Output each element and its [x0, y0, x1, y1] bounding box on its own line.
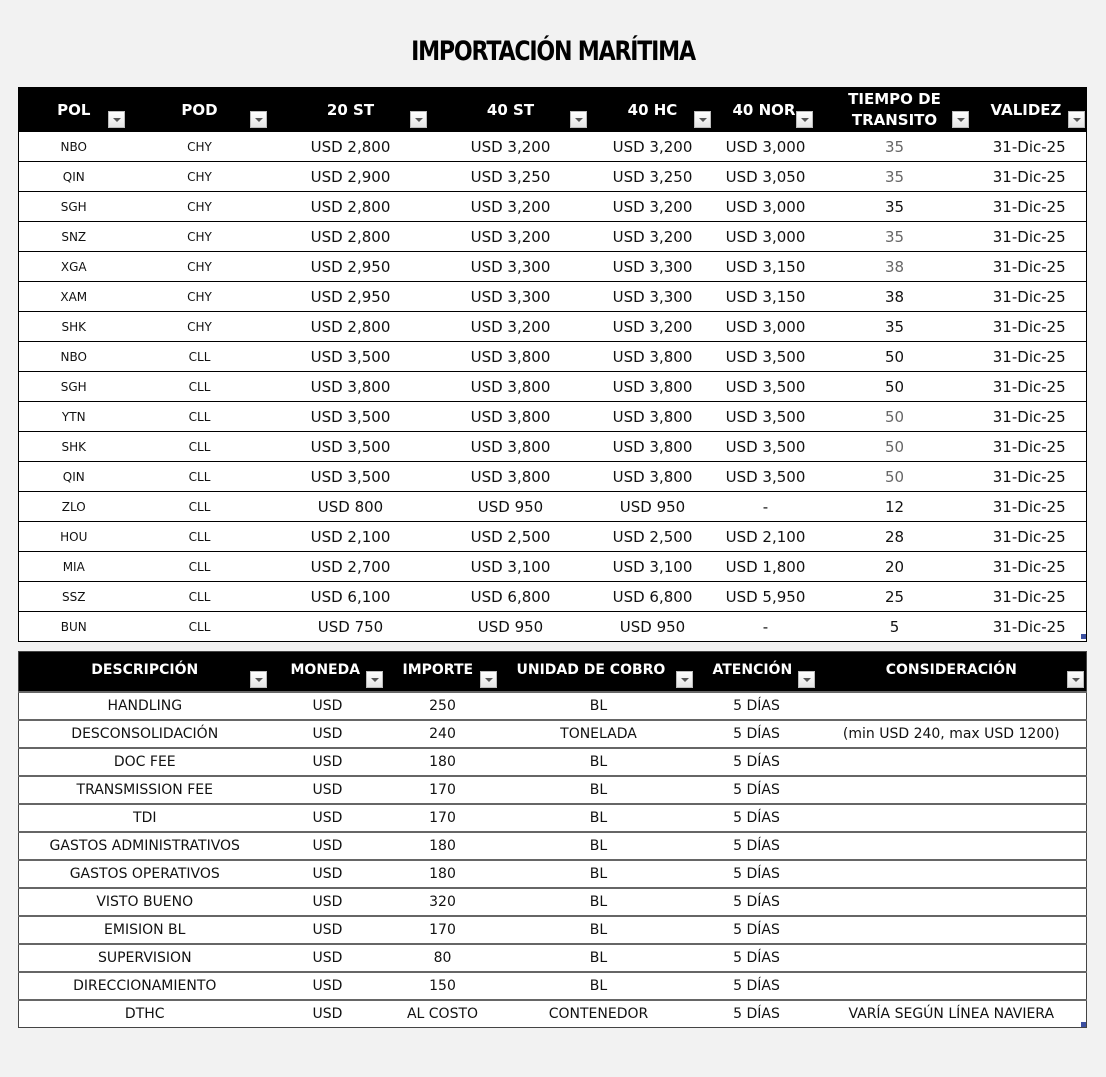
column-header-billing-unit[interactable]: [501, 652, 697, 692]
pol-cell[interactable]: MIA: [19, 552, 129, 582]
chevron-down-icon[interactable]: [676, 671, 693, 688]
table-row: [19, 720, 1087, 748]
pol-cell[interactable]: QIN: [19, 162, 129, 192]
transit-time-cell[interactable]: 50: [817, 462, 973, 492]
description-cell[interactable]: DOC FEE: [19, 748, 271, 776]
validity-cell[interactable]: 31-Dic-25: [973, 582, 1087, 612]
page-title: IMPORTACIÓN MARÍTIMA: [411, 36, 695, 67]
rate-40st-cell[interactable]: USD 3,200: [431, 132, 591, 162]
pod-cell[interactable]: CLL: [129, 432, 271, 462]
pod-cell[interactable]: CHY: [129, 282, 271, 312]
validity-cell[interactable]: 31-Dic-25: [973, 462, 1087, 492]
rate-40st-cell[interactable]: USD 3,250: [431, 162, 591, 192]
rate-40hc-cell[interactable]: USD 3,100: [591, 552, 715, 582]
validity-cell[interactable]: 31-Dic-25: [973, 252, 1087, 282]
table-row: [19, 776, 1087, 804]
attention-cell[interactable]: 5 DÍAS: [697, 692, 817, 720]
transit-time-cell[interactable]: 50: [817, 432, 973, 462]
amount-cell[interactable]: 80: [385, 944, 501, 972]
rate-20st-cell[interactable]: USD 3,800: [271, 372, 431, 402]
local-charges-table: [18, 651, 1087, 1028]
attention-cell[interactable]: 5 DÍAS: [697, 832, 817, 860]
rate-40nor-cell[interactable]: USD 3,050: [715, 162, 817, 192]
header-label-line2: TRANSITO: [851, 110, 938, 129]
attention-cell[interactable]: 5 DÍAS: [697, 720, 817, 748]
consideration-cell[interactable]: [817, 916, 1087, 944]
pod-cell[interactable]: CLL: [129, 342, 271, 372]
pod-cell[interactable]: CHY: [129, 252, 271, 282]
rate-40hc-cell[interactable]: USD 3,800: [591, 402, 715, 432]
rate-40st-cell[interactable]: USD 3,800: [431, 342, 591, 372]
column-header-40nor[interactable]: [715, 88, 817, 132]
consideration-cell[interactable]: [817, 776, 1087, 804]
column-header-consideration[interactable]: [817, 652, 1087, 692]
validity-cell[interactable]: 31-Dic-25: [973, 132, 1087, 162]
billing-unit-cell[interactable]: BL: [501, 916, 697, 944]
pod-cell[interactable]: CLL: [129, 462, 271, 492]
amount-cell[interactable]: AL COSTO: [385, 1000, 501, 1028]
rate-40nor-cell[interactable]: USD 3,150: [715, 282, 817, 312]
pod-cell[interactable]: CLL: [129, 582, 271, 612]
table-row: [19, 342, 1087, 372]
validity-cell[interactable]: 31-Dic-25: [973, 612, 1087, 642]
table-row: [19, 972, 1087, 1000]
attention-cell[interactable]: 5 DÍAS: [697, 944, 817, 972]
rate-40st-cell[interactable]: USD 6,800: [431, 582, 591, 612]
rate-40st-cell[interactable]: USD 3,300: [431, 282, 591, 312]
pod-cell[interactable]: CHY: [129, 312, 271, 342]
table-row: [19, 132, 1087, 162]
pol-cell[interactable]: BUN: [19, 612, 129, 642]
pol-cell[interactable]: SHK: [19, 312, 129, 342]
rate-40nor-cell[interactable]: USD 1,800: [715, 552, 817, 582]
pod-cell[interactable]: CLL: [129, 612, 271, 642]
pol-cell[interactable]: XGA: [19, 252, 129, 282]
header-label: ATENCIÓN: [712, 662, 793, 678]
table-row: [19, 944, 1087, 972]
table-header-row: [19, 88, 1087, 132]
resize-handle-icon[interactable]: [1081, 634, 1086, 639]
transit-time-cell[interactable]: 50: [817, 372, 973, 402]
pol-cell[interactable]: QIN: [19, 462, 129, 492]
rate-40hc-cell[interactable]: USD 3,200: [591, 132, 715, 162]
pod-cell[interactable]: CLL: [129, 372, 271, 402]
transit-time-cell[interactable]: 50: [817, 342, 973, 372]
table-row: [19, 402, 1087, 432]
consideration-cell[interactable]: [817, 832, 1087, 860]
currency-cell[interactable]: USD: [271, 888, 385, 916]
rate-20st-cell[interactable]: USD 2,100: [271, 522, 431, 552]
transit-time-cell[interactable]: 5: [817, 612, 973, 642]
rate-40nor-cell[interactable]: USD 3,000: [715, 132, 817, 162]
table-row: [19, 582, 1087, 612]
rate-40st-cell[interactable]: USD 3,300: [431, 252, 591, 282]
rate-40nor-cell[interactable]: -: [715, 492, 817, 522]
attention-cell[interactable]: 5 DÍAS: [697, 916, 817, 944]
currency-cell[interactable]: USD: [271, 944, 385, 972]
rate-40st-cell[interactable]: USD 3,800: [431, 372, 591, 402]
validity-cell[interactable]: 31-Dic-25: [973, 162, 1087, 192]
rate-20st-cell[interactable]: USD 2,800: [271, 222, 431, 252]
billing-unit-cell[interactable]: BL: [501, 972, 697, 1000]
pol-cell[interactable]: HOU: [19, 522, 129, 552]
rate-40nor-cell[interactable]: USD 3,500: [715, 342, 817, 372]
transit-time-cell[interactable]: 38: [817, 252, 973, 282]
rate-40hc-cell[interactable]: USD 3,800: [591, 432, 715, 462]
header-label: DESCRIPCIÓN: [91, 662, 199, 678]
description-cell[interactable]: TRANSMISSION FEE: [19, 776, 271, 804]
transit-time-cell[interactable]: 38: [817, 282, 973, 312]
table-row: [19, 282, 1087, 312]
description-cell[interactable]: TDI: [19, 804, 271, 832]
table-row: [19, 692, 1087, 720]
attention-cell[interactable]: 5 DÍAS: [697, 804, 817, 832]
header-label: IMPORTE: [402, 662, 474, 678]
pol-cell[interactable]: XAM: [19, 282, 129, 312]
rate-40st-cell[interactable]: USD 3,800: [431, 402, 591, 432]
pol-cell[interactable]: SGH: [19, 192, 129, 222]
rate-40hc-cell[interactable]: USD 3,200: [591, 222, 715, 252]
currency-cell[interactable]: USD: [271, 692, 385, 720]
rate-40nor-cell[interactable]: -: [715, 612, 817, 642]
header-label: VALIDEZ: [990, 100, 1062, 119]
pol-cell[interactable]: NBO: [19, 132, 129, 162]
table-row: [19, 888, 1087, 916]
chevron-down-icon[interactable]: [410, 111, 427, 128]
currency-cell[interactable]: USD: [271, 804, 385, 832]
rate-20st-cell[interactable]: USD 3,500: [271, 432, 431, 462]
header-label: POL: [57, 100, 91, 119]
rate-40hc-cell[interactable]: USD 6,800: [591, 582, 715, 612]
consideration-cell[interactable]: [817, 804, 1087, 832]
attention-cell[interactable]: 5 DÍAS: [697, 1000, 817, 1028]
table-row: [19, 252, 1087, 282]
rate-40st-cell[interactable]: USD 950: [431, 492, 591, 522]
table-row: [19, 162, 1087, 192]
currency-cell[interactable]: USD: [271, 860, 385, 888]
table-row: [19, 312, 1087, 342]
pod-cell[interactable]: CHY: [129, 162, 271, 192]
transit-time-cell[interactable]: 35: [817, 162, 973, 192]
resize-handle-icon[interactable]: [1081, 1022, 1086, 1027]
rate-20st-cell[interactable]: USD 2,900: [271, 162, 431, 192]
billing-unit-cell[interactable]: BL: [501, 692, 697, 720]
column-header-transit-time[interactable]: [817, 88, 973, 132]
header-label: CONSIDERACIÓN: [885, 662, 1017, 678]
pol-cell[interactable]: SSZ: [19, 582, 129, 612]
description-cell[interactable]: DIRECCIONAMIENTO: [19, 972, 271, 1000]
column-header-pod[interactable]: [129, 88, 271, 132]
header-label-line1: TIEMPO DE: [848, 89, 941, 108]
chevron-down-icon[interactable]: [952, 111, 969, 128]
description-cell[interactable]: VISTO BUENO: [19, 888, 271, 916]
header-label: 40 HC: [627, 100, 678, 119]
column-header-amount[interactable]: [385, 652, 501, 692]
attention-cell[interactable]: 5 DÍAS: [697, 860, 817, 888]
rate-40nor-cell[interactable]: USD 3,000: [715, 312, 817, 342]
amount-cell[interactable]: 180: [385, 860, 501, 888]
rate-20st-cell[interactable]: USD 2,950: [271, 252, 431, 282]
description-cell[interactable]: GASTOS OPERATIVOS: [19, 860, 271, 888]
rate-20st-cell[interactable]: USD 2,800: [271, 312, 431, 342]
attention-cell[interactable]: 5 DÍAS: [697, 748, 817, 776]
chevron-down-icon[interactable]: [250, 671, 267, 688]
table-row: [19, 916, 1087, 944]
header-label: 20 ST: [326, 100, 375, 119]
amount-cell[interactable]: 240: [385, 720, 501, 748]
amount-cell[interactable]: 180: [385, 832, 501, 860]
chevron-down-icon[interactable]: [1068, 111, 1085, 128]
column-header-20st[interactable]: [271, 88, 431, 132]
table-row: [19, 192, 1087, 222]
freight-rates-table: [18, 87, 1087, 642]
pod-cell[interactable]: CLL: [129, 402, 271, 432]
rate-40hc-cell[interactable]: USD 3,300: [591, 282, 715, 312]
validity-cell[interactable]: 31-Dic-25: [973, 492, 1087, 522]
rate-40nor-cell[interactable]: USD 2,100: [715, 522, 817, 552]
validity-cell[interactable]: 31-Dic-25: [973, 522, 1087, 552]
pod-cell[interactable]: CLL: [129, 522, 271, 552]
description-cell[interactable]: GASTOS ADMINISTRATIVOS: [19, 832, 271, 860]
billing-unit-cell[interactable]: CONTENEDOR: [501, 1000, 697, 1028]
validity-cell[interactable]: 31-Dic-25: [973, 282, 1087, 312]
rate-40nor-cell[interactable]: USD 3,150: [715, 252, 817, 282]
rate-40hc-cell[interactable]: USD 950: [591, 492, 715, 522]
rate-20st-cell[interactable]: USD 2,950: [271, 282, 431, 312]
chevron-down-icon[interactable]: [570, 111, 587, 128]
validity-cell[interactable]: 31-Dic-25: [973, 432, 1087, 462]
transit-time-cell[interactable]: 28: [817, 522, 973, 552]
description-cell[interactable]: HANDLING: [19, 692, 271, 720]
chevron-down-icon[interactable]: [694, 111, 711, 128]
rate-40st-cell[interactable]: USD 3,800: [431, 432, 591, 462]
rate-20st-cell[interactable]: USD 3,500: [271, 342, 431, 372]
consideration-cell[interactable]: [817, 860, 1087, 888]
pod-cell[interactable]: CHY: [129, 222, 271, 252]
column-header-pol[interactable]: [19, 88, 129, 132]
attention-cell[interactable]: 5 DÍAS: [697, 972, 817, 1000]
chevron-down-icon[interactable]: [798, 671, 815, 688]
rate-40hc-cell[interactable]: USD 3,200: [591, 312, 715, 342]
currency-cell[interactable]: USD: [271, 832, 385, 860]
billing-unit-cell[interactable]: BL: [501, 860, 697, 888]
validity-cell[interactable]: 31-Dic-25: [973, 342, 1087, 372]
table-row: [19, 522, 1087, 552]
table-row: [19, 372, 1087, 402]
rate-40st-cell[interactable]: USD 3,100: [431, 552, 591, 582]
table-row: [19, 748, 1087, 776]
rate-20st-cell[interactable]: USD 3,500: [271, 402, 431, 432]
chevron-down-icon[interactable]: [250, 111, 267, 128]
transit-time-cell[interactable]: 35: [817, 312, 973, 342]
billing-unit-cell[interactable]: BL: [501, 944, 697, 972]
chevron-down-icon[interactable]: [366, 671, 383, 688]
pod-cell[interactable]: CLL: [129, 552, 271, 582]
table-row: [19, 492, 1087, 522]
billing-unit-cell[interactable]: BL: [501, 748, 697, 776]
pol-cell[interactable]: SHK: [19, 432, 129, 462]
transit-time-cell[interactable]: 35: [817, 132, 973, 162]
amount-cell[interactable]: 170: [385, 776, 501, 804]
header-label: POD: [181, 100, 218, 119]
rate-40st-cell[interactable]: USD 3,200: [431, 222, 591, 252]
table-row: [19, 552, 1087, 582]
pod-cell[interactable]: CHY: [129, 192, 271, 222]
validity-cell[interactable]: 31-Dic-25: [973, 372, 1087, 402]
validity-cell[interactable]: 31-Dic-25: [973, 312, 1087, 342]
rate-40st-cell[interactable]: USD 3,200: [431, 192, 591, 222]
rate-20st-cell[interactable]: USD 6,100: [271, 582, 431, 612]
rate-20st-cell[interactable]: USD 3,500: [271, 462, 431, 492]
rate-20st-cell[interactable]: USD 2,800: [271, 192, 431, 222]
amount-cell[interactable]: 250: [385, 692, 501, 720]
currency-cell[interactable]: USD: [271, 748, 385, 776]
chevron-down-icon[interactable]: [1067, 671, 1084, 688]
rate-40nor-cell[interactable]: USD 3,500: [715, 372, 817, 402]
currency-cell[interactable]: USD: [271, 720, 385, 748]
validity-cell[interactable]: 31-Dic-25: [973, 402, 1087, 432]
transit-time-cell[interactable]: 35: [817, 222, 973, 252]
table-row: [19, 1000, 1087, 1028]
validity-cell[interactable]: 31-Dic-25: [973, 222, 1087, 252]
table-row: [19, 432, 1087, 462]
pol-cell[interactable]: NBO: [19, 342, 129, 372]
validity-cell[interactable]: 31-Dic-25: [973, 552, 1087, 582]
billing-unit-cell[interactable]: BL: [501, 832, 697, 860]
validity-cell[interactable]: 31-Dic-25: [973, 192, 1087, 222]
header-label: 40 ST: [486, 100, 535, 119]
consideration-cell[interactable]: [817, 972, 1087, 1000]
description-cell[interactable]: DESCONSOLIDACIÓN: [19, 720, 271, 748]
column-header-attention[interactable]: [697, 652, 817, 692]
table-row: [19, 804, 1087, 832]
pol-cell[interactable]: YTN: [19, 402, 129, 432]
currency-cell[interactable]: USD: [271, 1000, 385, 1028]
consideration-cell[interactable]: [817, 888, 1087, 916]
consideration-cell[interactable]: [817, 748, 1087, 776]
rate-40hc-cell[interactable]: USD 3,800: [591, 372, 715, 402]
table-row: [19, 612, 1087, 642]
description-cell[interactable]: DTHC: [19, 1000, 271, 1028]
rate-40hc-cell[interactable]: USD 950: [591, 612, 715, 642]
chevron-down-icon[interactable]: [796, 111, 813, 128]
rate-40st-cell[interactable]: USD 3,800: [431, 462, 591, 492]
transit-time-cell[interactable]: 20: [817, 552, 973, 582]
rate-20st-cell[interactable]: USD 2,800: [271, 132, 431, 162]
pol-cell[interactable]: ZLO: [19, 492, 129, 522]
description-cell[interactable]: SUPERVISION: [19, 944, 271, 972]
consideration-cell[interactable]: [817, 692, 1087, 720]
rate-40nor-cell[interactable]: USD 3,500: [715, 402, 817, 432]
column-header-40st[interactable]: [431, 88, 591, 132]
column-header-40hc[interactable]: [591, 88, 715, 132]
column-header-currency[interactable]: [271, 652, 385, 692]
column-header-description[interactable]: [19, 652, 271, 692]
rate-40hc-cell[interactable]: USD 3,200: [591, 192, 715, 222]
pod-cell[interactable]: CLL: [129, 492, 271, 522]
currency-cell[interactable]: USD: [271, 916, 385, 944]
rate-40nor-cell[interactable]: USD 5,950: [715, 582, 817, 612]
table-row: [19, 832, 1087, 860]
consideration-cell[interactable]: VARÍA SEGÚN LÍNEA NAVIERA: [817, 1000, 1087, 1028]
rate-40hc-cell[interactable]: USD 2,500: [591, 522, 715, 552]
pod-cell[interactable]: CHY: [129, 132, 271, 162]
transit-time-cell[interactable]: 35: [817, 192, 973, 222]
pol-cell[interactable]: SGH: [19, 372, 129, 402]
rate-40hc-cell[interactable]: USD 3,250: [591, 162, 715, 192]
column-header-validity[interactable]: [973, 88, 1087, 132]
header-label: 40 NOR: [732, 100, 796, 119]
chevron-down-icon[interactable]: [108, 111, 125, 128]
transit-time-cell[interactable]: 12: [817, 492, 973, 522]
header-label: MONEDA: [290, 662, 361, 678]
amount-cell[interactable]: 170: [385, 804, 501, 832]
rate-20st-cell[interactable]: USD 750: [271, 612, 431, 642]
consideration-cell[interactable]: [817, 944, 1087, 972]
chevron-down-icon[interactable]: [480, 671, 497, 688]
billing-unit-cell[interactable]: TONELADA: [501, 720, 697, 748]
rate-40hc-cell[interactable]: USD 3,800: [591, 342, 715, 372]
table-row: [19, 860, 1087, 888]
amount-cell[interactable]: 180: [385, 748, 501, 776]
amount-cell[interactable]: 170: [385, 916, 501, 944]
attention-cell[interactable]: 5 DÍAS: [697, 776, 817, 804]
rate-20st-cell[interactable]: USD 2,700: [271, 552, 431, 582]
billing-unit-cell[interactable]: BL: [501, 888, 697, 916]
rate-40st-cell[interactable]: USD 2,500: [431, 522, 591, 552]
rate-40nor-cell[interactable]: USD 3,000: [715, 222, 817, 252]
description-cell[interactable]: EMISION BL: [19, 916, 271, 944]
header-label: UNIDAD DE COBRO: [516, 662, 666, 678]
transit-time-cell[interactable]: 25: [817, 582, 973, 612]
billing-unit-cell[interactable]: BL: [501, 776, 697, 804]
rate-40nor-cell[interactable]: USD 3,000: [715, 192, 817, 222]
rate-40nor-cell[interactable]: USD 3,500: [715, 462, 817, 492]
pol-cell[interactable]: SNZ: [19, 222, 129, 252]
transit-time-cell[interactable]: 50: [817, 402, 973, 432]
currency-cell[interactable]: USD: [271, 776, 385, 804]
consideration-cell[interactable]: (min USD 240, max USD 1200): [817, 720, 1087, 748]
rate-40hc-cell[interactable]: USD 3,800: [591, 462, 715, 492]
rate-40hc-cell[interactable]: USD 3,300: [591, 252, 715, 282]
amount-cell[interactable]: 150: [385, 972, 501, 1000]
table-row: [19, 222, 1087, 252]
rate-40st-cell[interactable]: USD 950: [431, 612, 591, 642]
rate-40nor-cell[interactable]: USD 3,500: [715, 432, 817, 462]
rate-40st-cell[interactable]: USD 3,200: [431, 312, 591, 342]
table-header-row: [19, 652, 1087, 692]
attention-cell[interactable]: 5 DÍAS: [697, 888, 817, 916]
table-row: [19, 462, 1087, 492]
amount-cell[interactable]: 320: [385, 888, 501, 916]
rate-20st-cell[interactable]: USD 800: [271, 492, 431, 522]
currency-cell[interactable]: USD: [271, 972, 385, 1000]
billing-unit-cell[interactable]: BL: [501, 804, 697, 832]
